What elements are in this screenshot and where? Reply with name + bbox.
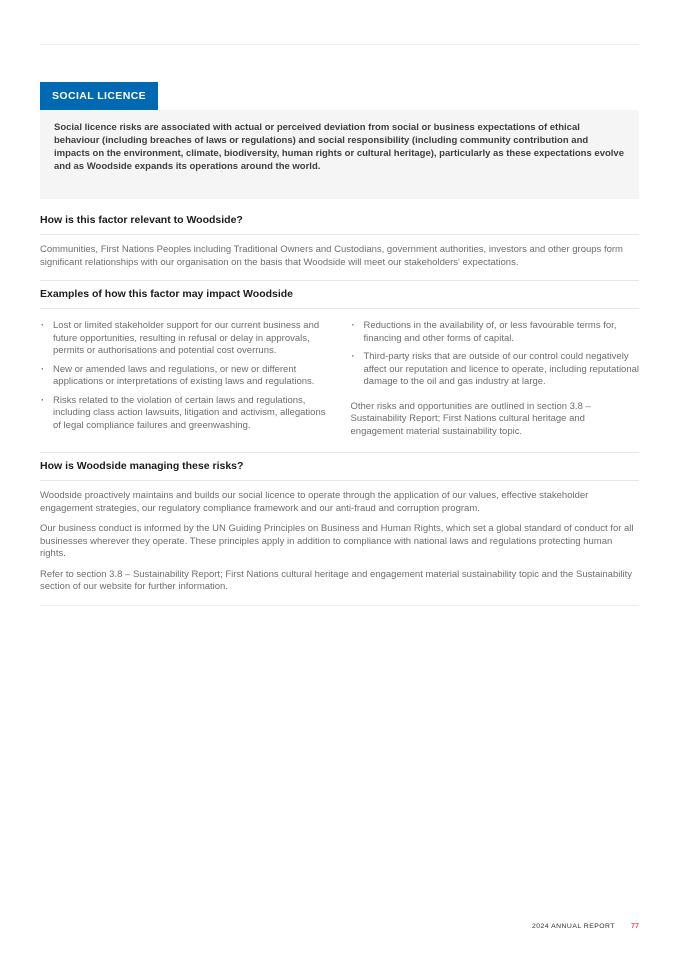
intro-text: Social licence risks are associated with actual or perceived deviation from social or business expectations of ethical behaviour (including breaches of laws or regulations) and social responsibility (including community contribution and impacts on the environment, climate, biodiversity, human rights or cultural heritage), particularly as these expectations evolve and as Woodside expands its operations around the world. <box>54 122 624 172</box>
list-item: · Lost or limited stakeholder support for our current business and future opportunities, resulting in refusal or delay in approvals, permits or authorisations and potential cost overruns. <box>40 320 329 358</box>
section-managing <box>40 452 639 605</box>
list-item: · Third-party risks that are outside of our control could negatively affect our reputation and licence to operate, including reputational damage to the oil and gas industry at large. <box>351 351 640 389</box>
section-examples <box>40 280 639 452</box>
page-number: 77 <box>631 921 639 930</box>
list-item: · New or amended laws and regulations, or new or different applications or interpretations of existing laws and regulations. <box>40 364 329 389</box>
section-tag-social-licence: SOCIAL LICENCE <box>40 82 158 110</box>
impact-list-right <box>351 320 640 389</box>
top-divider <box>40 44 639 45</box>
list-item: · Risks related to the violation of certain laws and regulations, including class action lawsuits, litigation and activism, allegations of legal compliance failures and greenwashing. <box>40 395 329 433</box>
relevance-body: Communities, First Nations Peoples including Traditional Owners and Custodians, government authorities, investors and other groups form significant relationships with our organisation on the basis that Woodside will meet our stakeholders' expectations. <box>40 244 623 268</box>
examples-column-left <box>40 320 329 438</box>
impact-list-left <box>40 320 329 432</box>
page-footer <box>532 921 639 930</box>
intro-box <box>40 110 639 199</box>
managing-paragraph: Refer to section 3.8 – Sustainability Report; First Nations cultural heritage and engagement material sustainability topic and the Sustainability section of our website for further information. <box>40 568 632 592</box>
managing-paragraph: Woodside proactively maintains and builds our social licence to operate through the application of our values, effective stakeholder engagement strategies, our regulatory compliance framework and our anti-fraud and corruption program. <box>40 490 589 514</box>
page-content <box>40 0 639 606</box>
managing-heading: How is Woodside managing these risks? <box>40 453 639 481</box>
report-title: 2024 ANNUAL REPORT <box>531 923 615 930</box>
relevance-heading: How is this factor relevant to Woodside? <box>40 207 639 235</box>
bottom-divider <box>40 605 639 606</box>
other-risks-note: Other risks and opportunities are outlined in section 3.8 – Sustainability Report; First Nations cultural heritage and engagement material sustainability topic. <box>350 400 591 437</box>
examples-column-right <box>351 320 640 438</box>
examples-heading: Examples of how this factor may impact Woodside <box>40 281 639 309</box>
section-relevance <box>40 207 639 280</box>
list-item: · Reductions in the availability of, or less favourable terms for, financing and other forms of capital. <box>351 320 640 345</box>
managing-paragraph: Our business conduct is informed by the UN Guiding Principles on Business and Human Rights, which set a global standard of conduct for all businesses wherever they operate. These principles apply in addition to compliance with national laws and regulations protecting human rights. <box>40 523 634 559</box>
examples-columns <box>40 309 639 452</box>
